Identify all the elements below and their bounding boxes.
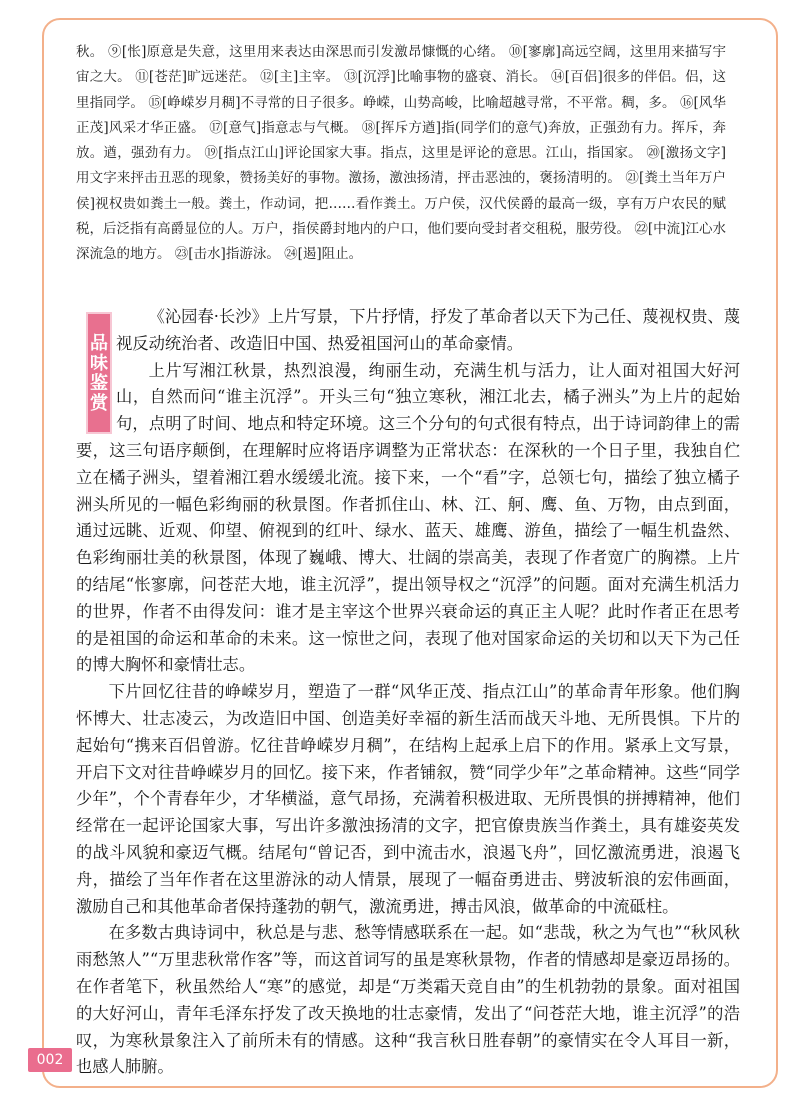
annotation-notes [76, 40, 726, 268]
essay-paragraph: 在多数古典诗词中，秋总是与悲、愁等情感联系在一起。如“悲哉，秋之为气也”“秋风秋雨愁煞人”“万里悲秋常作客”等，而这首词写的虽是寒秋景物，作者的情感却是豪迈昂扬的。在作者笔下，秋虽然给人“寒”的感觉，却是“万类霜天竞自由”的生机勃勃的景象。面对祖国的大好河山，青年毛泽东抒发了改天换地的壮志豪情，发出了“问苍茫大地，谁主沉浮”的浩叹，为寒秋景象注入了前所未有的情感。这种“我言秋日胜春朝”的豪情实在令人耳目一新，也感人肺腑。 [76, 923, 740, 1077]
essay-paragraph: 上片写湘江秋景，热烈浪漫，绚丽生动，充满生机与活力，让人面对祖国大好河山，自然而问“谁主沉浮”。开头三句“独立寒秋，湘江北去，橘子洲头”为上片的起始句，点明了时间、地点和特定环境。这三个分句的句式很有特点，出于诗词韵律上的需要，这三句语序颠倒，在理解时应将语序调整为正常状态：在深秋的一个日子里，我独自伫立在橘子洲头，望着湘江碧水缓缓北流。接下来，一个“看”字，总领七句，描绘了独立橘子洲头所见的一幅色彩绚丽的秋景图。作者抓住山、林、江、舸、鹰、鱼、万物，由点到面，通过远眺、近观、仰望、俯视到的红叶、绿水、蓝天、雄鹰、游鱼，描绘了一幅生机盎然、色彩绚丽壮美的秋景图，体现了巍峨、博大、壮阔的崇高美，表现了作者宽广的胸襟。上片的结尾“怅寥廓，问苍茫大地，谁主沉浮”，提出领导权之“沉浮”的问题。面对充满生机活力的世界，作者不由得发问：谁才是主宰这个世界兴衰命运的真正主人呢？此时作者正在思考的是祖国的命运和革命的未来。这一惊世之问，表现了他对国家命运的关切和以天下为己任的博大胸怀和豪情壮志。 [76, 360, 740, 675]
notes-paragraph: 秋。 ⑨[怅]原意是失意，这里用来表达由深思而引发激昂慷慨的心绪。 ⑩[寥廓]高远空阔，这里用来描写宇宙之大。 ⑪[苍茫]旷远迷茫。 ⑫[主]主宰。 ⑬[沉浮]比喻事物的盛衰、消长。 ⑭[百侣]很多的伴侣。侣，这里指同学。 ⑮[峥嵘岁月稠]不寻常的日子很多。峥嵘，山势高峻，比喻超越寻常，不平常。稠，多。 ⑯[风华正茂]风采才华正盛。 ⑰[意气]指意志与气概。 ⑱[挥斥方遒]指(同学们的意气)奔放，正强劲有力。挥斥，奔放。遒，强劲有力。 ⑲[指点江山]评论国家大事。指点，这里是评论的意思。江山，指国家。 ⑳[激扬文字]用文字来抨击丑恶的现象，赞扬美好的事物。激扬，激浊扬清，抨击恶浊的，褒扬清明的。 ㉑[粪土当年万户侯]视权贵如粪土一般。粪土，作动词，把……看作粪土。万户侯，汉代侯爵的最高一级，享有万户农民的赋税，后泛指有高爵显位的人。万户，指侯爵封地内的户口，他们要向受封者交租税，服劳役。 ㉒[中流]江心水深流急的地方。 ㉓[击水]指游泳。 ㉔[遏]阻止。 [76, 44, 726, 263]
page-number: 002 [28, 1048, 72, 1072]
appreciation-essay [76, 304, 740, 1081]
essay-paragraph: 《沁园春·长沙》上片写景，下片抒情，抒发了革命者以天下为己任、蔑视权贵、蔑视反动统治者、改造旧中国、热爱祖国河山的革命豪情。 [116, 307, 740, 353]
appreciation-badge: 品味鉴赏 [86, 312, 112, 434]
essay-paragraph: 下片回忆往昔的峥嵘岁月，塑造了一群“风华正茂、指点江山”的革命青年形象。他们胸怀博大、壮志凌云，为改造旧中国、创造美好幸福的新生活而战天斗地、无所畏惧。下片的起始句“携来百侣曾游。忆往昔峥嵘岁月稠”，在结构上起承上启下的作用。紧承上文写景，开启下文对往昔峥嵘岁月的回忆。接下来，作者铺叙，赞“同学少年”之革命精神。这些“同学少年”，个个青春年少，才华横溢，意气昂扬，充满着积极进取、无所畏惧的拼搏精神，他们经常在一起评论国家大事，写出许多激浊扬清的文字，把官僚贵族当作粪土，具有雄姿英发的战斗风貌和豪迈气概。结尾句“曾记否，到中流击水，浪遏飞舟”，回忆激流勇进，浪遏飞舟，描绘了当年作者在这里游泳的动人情景，展现了一幅奋勇进击、劈波斩浪的宏伟画面，激励自己和其他革命者保持蓬勃的朝气，激流勇进，搏击风浪，做革命的中流砥柱。 [76, 682, 740, 916]
badge-spacer [76, 304, 116, 436]
